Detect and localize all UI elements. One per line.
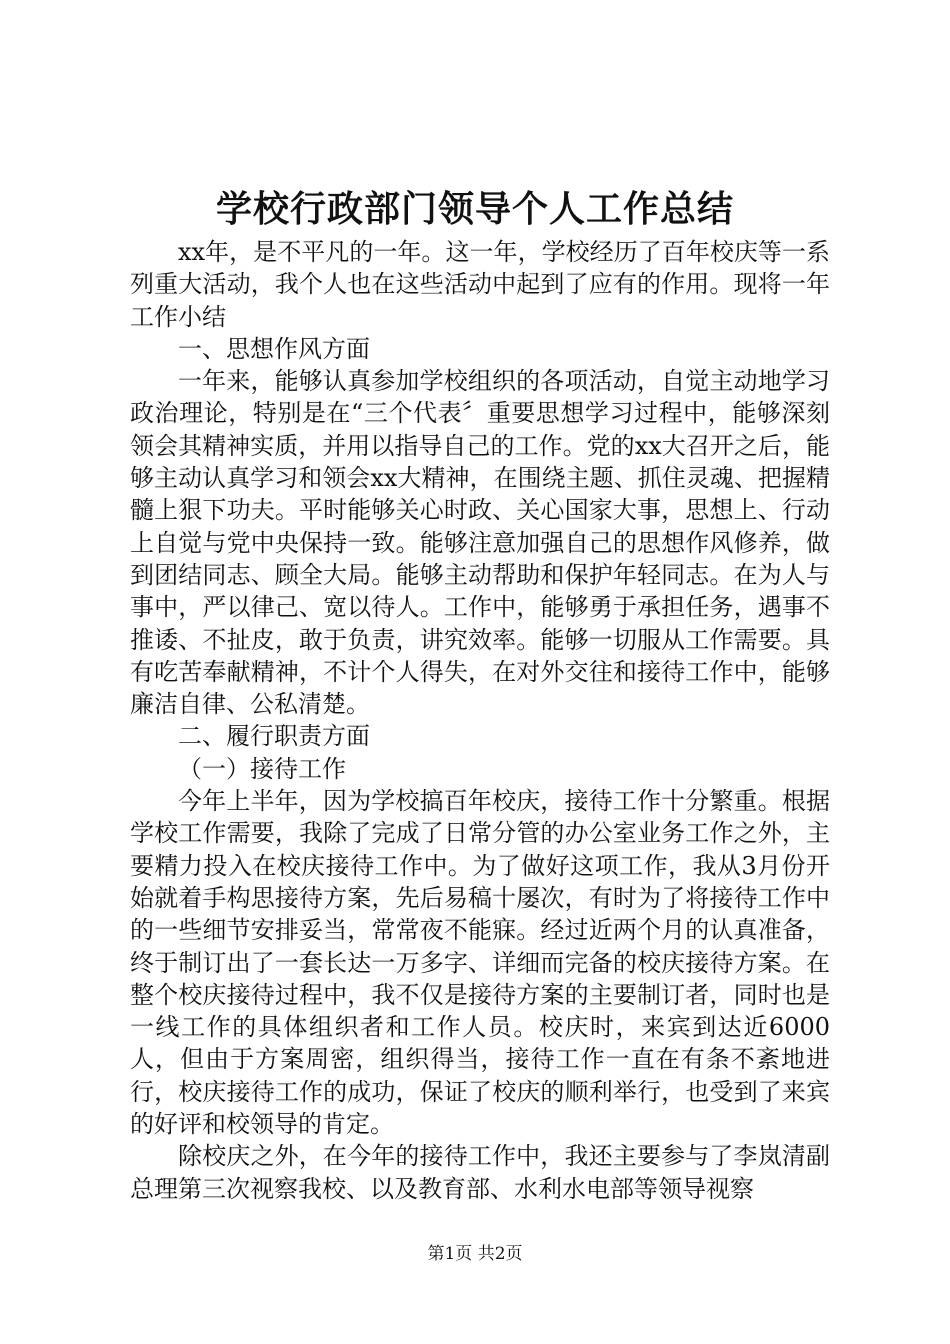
section-heading-duties: 二、履行职责方面 bbox=[178, 722, 370, 751]
intro-paragraph: xx年，是不平凡的一年。这一年，学校经历了百年校庆等一系列重大活动，我个人也在这些活动中起到了应有的作用。现将一年工作小结 bbox=[130, 238, 830, 331]
page-indicator: 第1页 共2页 bbox=[427, 1244, 523, 1264]
document-body bbox=[130, 236, 830, 1205]
reception-continued-paragraph: 除校庆之外，在今年的接待工作中，我还主要参与了李岚清副总理第三次视察我校、以及教育部、水利水电部等领导视察 bbox=[130, 1142, 830, 1203]
subsection-heading-reception: （一）接待工作 bbox=[178, 754, 346, 783]
section-heading-ideology: 一、思想作风方面 bbox=[178, 334, 370, 363]
ideology-paragraph: 一年来，能够认真参加学校组织的各项活动，自觉主动地学习政治理论，特别是在“三个代表〞重要思想学习过程中，能够深刻领会其精神实质，并用以指导自己的工作。党的xx大召开之后，能够主动认真学习和领会xx大精神，在围绕主题、抓住灵魂、把握精髓上狠下功夫。平时能够关心时政、关心国家大事，思想上、行动上自觉与党中央保持一致。能够注意加强自己的思想作风修养，做到团结同志、顾全大局。能够主动帮助和保护年轻同志。在为人与事中，严以律己、宽以待人。工作中，能够勇于承担任务，遇事不推诿、不扯皮，敢于负责，讲究效率。能够一切服从工作需要。具有吃苦奉献精神，不计个人得失，在对外交往和接待工作中，能够廉洁自律、公私清楚。 bbox=[130, 367, 830, 719]
reception-paragraph: 今年上半年，因为学校搞百年校庆，接待工作十分繁重。根据学校工作需要，我除了完成了日常分管的办公室业务工作之外，主要精力投入在校庆接待工作中。为了做好这项工作，我从3月份开始就着手构思接待方案，先后易稿十屡次，有时为了将接待工作中的一些细节安排妥当，常常夜不能寐。经过近两个月的认真准备，终于制订出了一套长达一万多字、详细而完备的校庆接待方案。在整个校庆接待过程中，我不仅是接待方案的主要制订者，同时也是一线工作的具体组织者和工作人员。校庆时，来宾到达近6000人，但由于方案周密，组织得当，接待工作一直在有条不紊地进行，校庆接待工作的成功，保证了校庆的顺利举行，也受到了来宾的好评和校领导的肯定。 bbox=[130, 787, 830, 1139]
document-title: 学校行政部门领导个人工作总结 bbox=[215, 188, 734, 230]
